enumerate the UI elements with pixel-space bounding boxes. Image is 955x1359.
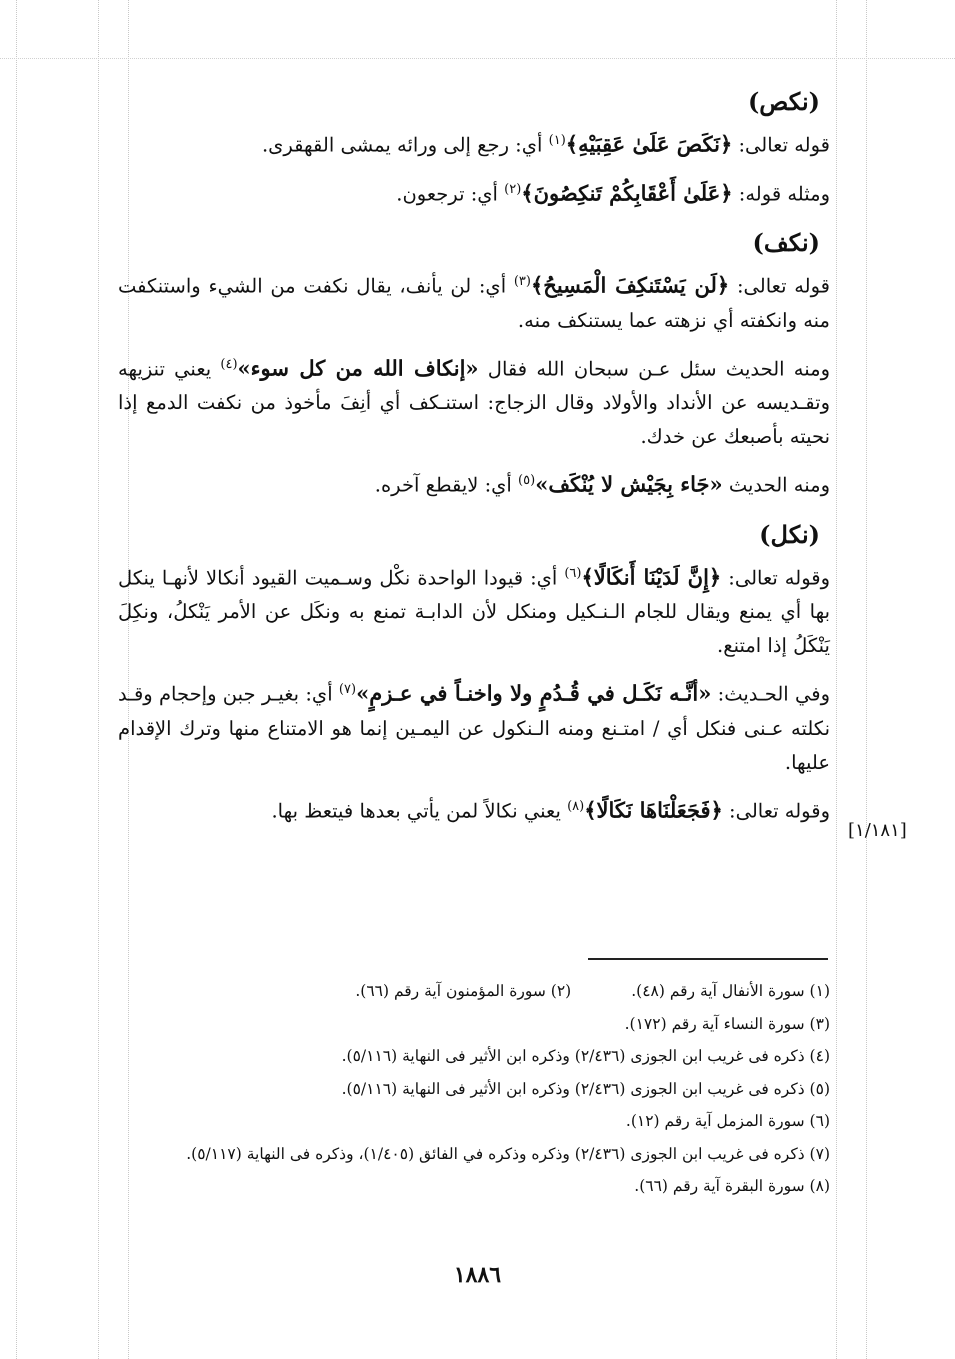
guide-line [98, 0, 99, 1359]
footnote-ref: (٤) [220, 356, 238, 372]
paragraph-text: أي: قيودا الواحدة نكْل وسـميت القيود أنكالا لأنهـا ينكل بها أي يمنع ويقال للجام الـنـكيل ومنكل لأن الدابـة تمنع به ونكَل عن الأمر يَنْكلُ، ونكِلَ يَنْكَلُ إذا امتنع. [118, 566, 830, 657]
footnote: (٥) ذكره فى غريب ابن الجوزى (٢/٤٣٦) وذكره ابن الأثير فى النهاية (٥/١١٦). [341, 1079, 830, 1098]
footnote-ref: (٥) [518, 473, 536, 488]
paragraph [118, 124, 830, 163]
paragraph-text: أي: بغيـر جبن وإحجام وقـد نكلته عـنى فنكل أي / امتـنع ومنه الـنكول عن اليمـين إنما هو الامتناع منها وترك الإقدام عليها. [118, 682, 830, 774]
paragraph-text: قوله تعالى: [732, 133, 830, 157]
paragraph [118, 173, 830, 212]
footnote-row [118, 975, 830, 1008]
paragraph-text: وقوله تعالى: [722, 799, 830, 822]
footnote: (٦) سورة المزمل آية رقم (١٢). [625, 1112, 830, 1130]
paragraph-text: ومثله قوله: [732, 182, 830, 205]
guide-line [16, 0, 17, 1359]
quote: ﴿لَن يَسْتَنكِفَ الْمَسِيحُ﴾ [530, 272, 730, 298]
paragraph [118, 464, 830, 503]
footnote: (٢) سورة المؤمنون آية رقم (٦٦). [355, 982, 572, 1000]
guide-line [0, 58, 955, 59]
quote: ﴿إِنَّ لَدَيْنَا أَنكَالًا﴾ [581, 564, 722, 589]
footnote-ref: (٧) [338, 682, 357, 697]
margin-reference: [١/١٨١] [848, 820, 907, 841]
footnote: (١) سورة الأنفال آية رقم (٤٨). [631, 982, 830, 1000]
guide-line [866, 0, 867, 1359]
footnote-ref: (١) [548, 133, 566, 148]
paragraph-text: يعني نكالاً لمن يأتي بعدها فيتعظ بها. [271, 799, 568, 822]
footnote-ref: (٢) [504, 181, 522, 197]
paragraph-text: أي: لايقطع آخره. [374, 473, 519, 497]
quote: «إنكاف الله من كل سوء» [237, 355, 479, 380]
paragraph-text: أي: لن يأنف، يقال نكفت من الشيء واستنكفت منه وانكفته أي نزهته عما يستنكف منه. [118, 274, 830, 332]
quote: ﴿نَكَصَ عَلَىٰ عَقِبَيْهِ﴾ [565, 131, 733, 157]
paragraph-text: أي: رجع إلى ورائه يمشى القهقرى. [261, 133, 549, 157]
entry-heading: (نكف) [752, 228, 820, 257]
paragraph [118, 673, 830, 780]
paragraph-text: وفي الحـديث: [711, 682, 830, 706]
footnote: (٨) سورة البقرة آية رقم (٦٦). [634, 1177, 830, 1195]
paragraph-text: قوله تعالى: [729, 274, 830, 298]
paragraph-text: ومنه الحديث [722, 473, 830, 497]
guide-line [836, 0, 837, 1359]
paragraph-text: أي: ترجعون. [396, 182, 505, 205]
entry-heading: (نكص) [747, 87, 820, 116]
quote: ﴿فَجَعَلْنَاهَا نَكَالًا﴾ [584, 797, 723, 822]
footnote-ref: (٣) [513, 274, 531, 289]
footnote: (٧) ذكره فى غريب ابن الجوزى (٢/٤٣٦) وذكره وذكره في الفائق (١/٤٠٥)، وذكره فى النهاية (٥/١١٧). [186, 1144, 830, 1163]
paragraph [118, 557, 830, 664]
page-number: ١٨٨٦ [453, 1262, 502, 1288]
footnote: (٣) سورة النساء آية رقم (١٧٢). [624, 1014, 830, 1033]
quote: «جَاء بِجَيْش لا يُنْكَف» [535, 471, 723, 497]
paragraph-text: وقوله تعالى: [721, 566, 831, 589]
footnote-ref: (٨) [567, 798, 585, 814]
paragraph [118, 265, 830, 338]
footnote-ref: (٦) [564, 565, 582, 581]
paragraph [118, 348, 830, 455]
main-text [118, 80, 830, 838]
quote: «أنَّـه نَكَـل في قُـدُمٍ ولا واخنـاً في عـزمٍ» [356, 680, 712, 706]
paragraph-text: يعني تنزيهه وتقـديسه عن الأنداد والأولاد وقال الزجاج: استنـكف أي أنِفَ مأخوذ من نكفت الدمع إذا نحيته بأصبعك عن خدك. [118, 357, 830, 448]
quote: ﴿عَلَىٰ أَعْقَابِكُمْ تَنكِصُونَ﴾ [521, 180, 733, 205]
footnote-divider [588, 958, 828, 960]
entry-heading: (نكل) [759, 519, 820, 549]
paragraph [118, 790, 830, 829]
footnote: (٤) ذكره فى غريب ابن الجوزى (٢/٤٣٦) وذكره ابن الأثير فى النهاية (٥/١١٦). [341, 1047, 830, 1065]
paragraph-text: ومنه الحديث سئل عـن سبحان الله فقال [478, 357, 830, 380]
footnotes [118, 975, 830, 1203]
